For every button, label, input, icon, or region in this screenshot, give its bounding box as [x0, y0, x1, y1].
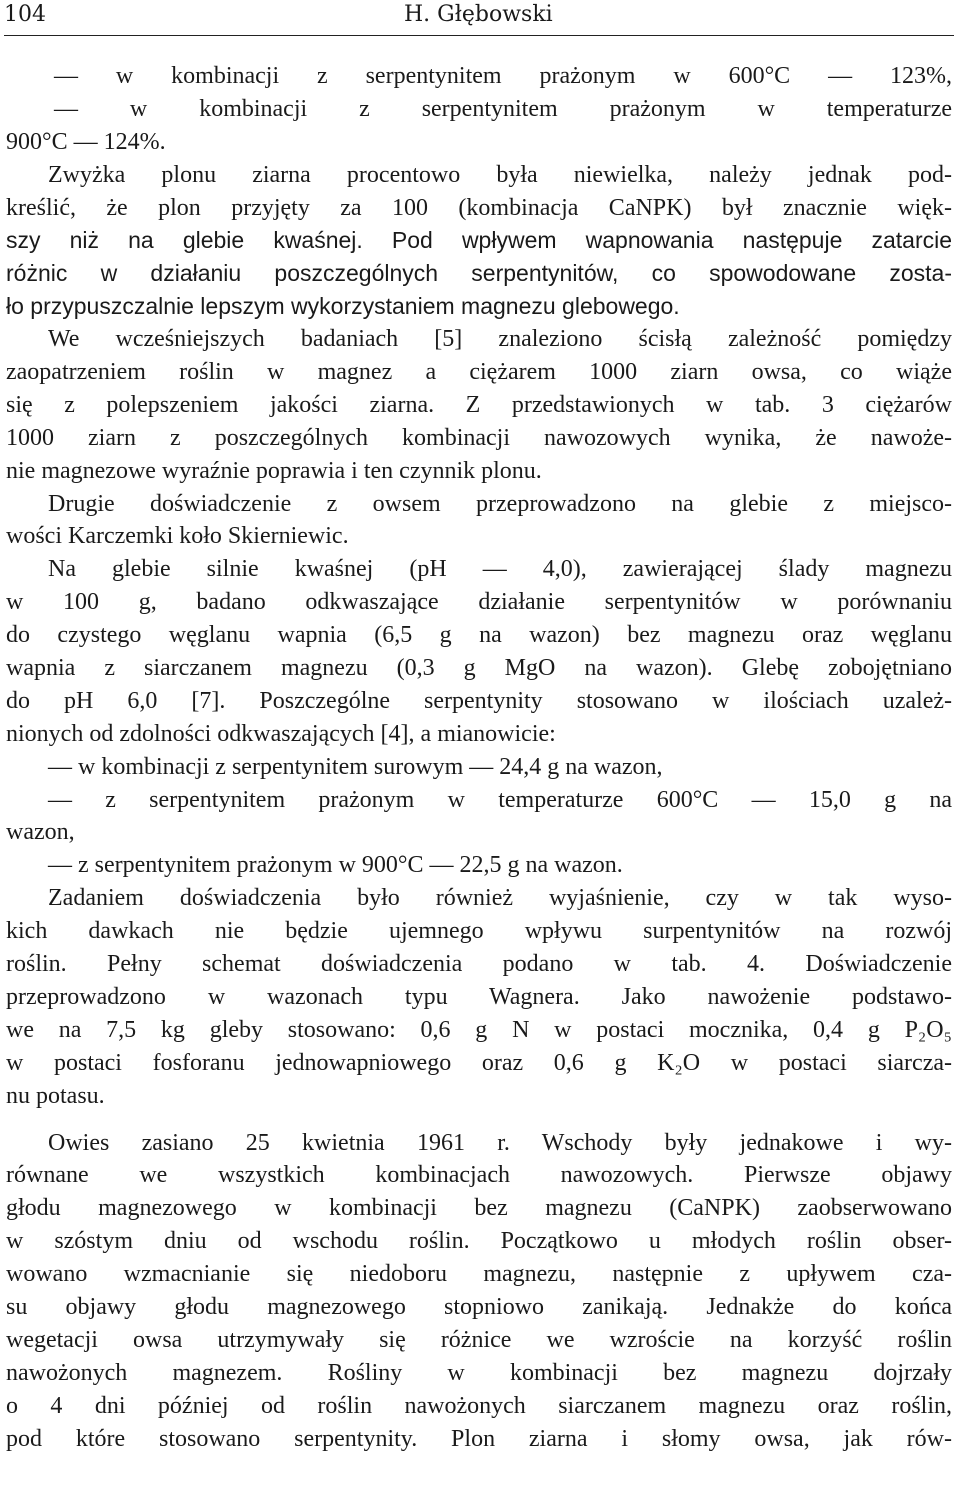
text-line: — w kombinacji z serpentynitem prażonym w 600°C — 123%,: [54, 63, 952, 89]
page-number: 104: [4, 2, 46, 27]
text-line: kreślić, że plon przyjęty za 100 (kombinacja CaNPK) był znacznie więk-: [6, 194, 952, 221]
text-line: zaopatrzeniem roślin w magnez a ciężarem 1000 ziarn owsa, co wiąże: [6, 359, 952, 386]
text-line: różnic w działaniu poszczególnych serpentynitów, co spowodowane zosta-: [6, 260, 952, 287]
text-line: nionych od zdolności odkwaszających [4], a mianowicie:: [6, 720, 556, 747]
text-line: przeprowadzono w wazonach typu Wagnera. Jako nawożenie podstawo-: [6, 983, 952, 1010]
text-line: ło przypuszczalnie lepszym wykorzystaniem magnezu glebowego.: [6, 293, 680, 320]
body-text: [6, 60, 952, 1455]
text-line: do czystego węglanu wapnia (6,5 g na wazon) bez magnezu oraz węglanu: [6, 622, 952, 649]
text-line: kich dawkach nie będzie ujemnego wpływu surpentynitów na rozwój: [6, 918, 952, 945]
text-line: się z polepszeniem jakości ziarna. Z przedstawionych w tab. 3 ciężarów: [6, 391, 952, 418]
text-line: wegetacji owsa utrzymywały się różnice we wzroście na korzyść roślin: [6, 1326, 952, 1353]
text-line: głodu magnezowego w kombinacji bez magnezu (CaNPK) zaobserwowano: [6, 1195, 952, 1222]
running-title: H. Głębowski: [404, 2, 553, 27]
text-line: — z serpentynitem prażonym w 900°C — 22,5 g na wazon.: [48, 852, 623, 879]
text-line: — w kombinacji z serpentynitem prażonym w temperaturze: [54, 95, 952, 122]
text-line: równane we wszystkich kombinacjach nawozowych. Pierwsze objawy: [6, 1162, 952, 1189]
text-line: Zwyżka plonu ziarna procentowo była niewielka, należy jednak pod-: [48, 161, 952, 188]
text-line: o 4 dni później od roślin nawożonych siarczanem magnezu oraz roślin,: [6, 1392, 952, 1419]
text-line: do pH 6,0 [7]. Poszczególne serpentynity stosowano w ilościach uzależ-: [6, 687, 952, 714]
text-line: Na glebie silnie kwaśnej (pH — 4,0), zawierającej ślady magnezu: [48, 556, 952, 583]
text-line: w postaci fosforanu jednowapniowego oraz 0,6 g K₂O w postaci siarcza-: [6, 1049, 952, 1076]
text-line: Zadaniem doświadczenia było również wyjaśnienie, czy w tak wyso-: [48, 885, 952, 912]
text-line: wazon,: [6, 819, 75, 846]
text-line: Owies zasiano 25 kwietnia 1961 r. Wschody były jednakowe i wy-: [48, 1129, 952, 1156]
text-line: 900°C — 124%.: [6, 128, 166, 155]
text-line: su objawy głodu magnezowego stopniowo zanikają. Jednakże do końca: [6, 1293, 952, 1320]
text-line: wości Karczemki koło Skierniewic.: [6, 523, 349, 550]
text-line: pod które stosowano serpentynity. Plon ziarna i słomy owsa, jak rów-: [6, 1425, 952, 1452]
text-line: w szóstym dniu od wschodu roślin. Początkowo u młodych roślin obser-: [6, 1228, 952, 1255]
text-line: nie magnezowe wyraźnie poprawia i ten czynnik plonu.: [6, 457, 542, 484]
text-line: nu potasu.: [6, 1082, 105, 1109]
text-line: wowano wzmacnianie się niedoboru magnezu, następnie z upływem cza-: [6, 1261, 952, 1288]
text-line: nawożonych magnezem. Rośliny w kombinacji bez magnezu dojrzały: [6, 1359, 952, 1386]
text-line: 1000 ziarn z poszczególnych kombinacji nawozowych wynika, że nawoże-: [6, 424, 952, 451]
text-line: we na 7,5 kg gleby stosowano: 0,6 g N w postaci mocznika, 0,4 g P₂O₅: [6, 1016, 952, 1043]
text-line: — w kombinacji z serpentynitem surowym — 24,4 g na wazon,: [48, 753, 663, 780]
text-line: wapnia z siarczanem magnezu (0,3 g MgO na wazon). Glebę zobojętniano: [6, 655, 952, 682]
text-line: szy niż na glebie kwaśnej. Pod wpływem wapnowania następuje zatarcie: [6, 227, 952, 254]
text-line: — z serpentynitem prażonym w temperaturze 600°C — 15,0 g na: [48, 786, 952, 813]
text-line: roślin. Pełny schemat doświadczenia podano w tab. 4. Doświadczenie: [6, 951, 952, 978]
text-line: We wcześniejszych badaniach [5] znaleziono ścisłą zależność pomiędzy: [48, 326, 952, 353]
text-line: Drugie doświadczenie z owsem przeprowadzono na glebie z miejsco-: [48, 490, 952, 517]
text-line: w 100 g, badano odkwaszające działanie serpentynitów w porównaniu: [6, 589, 952, 616]
running-header: [4, 0, 952, 30]
header-rule: [4, 35, 954, 36]
